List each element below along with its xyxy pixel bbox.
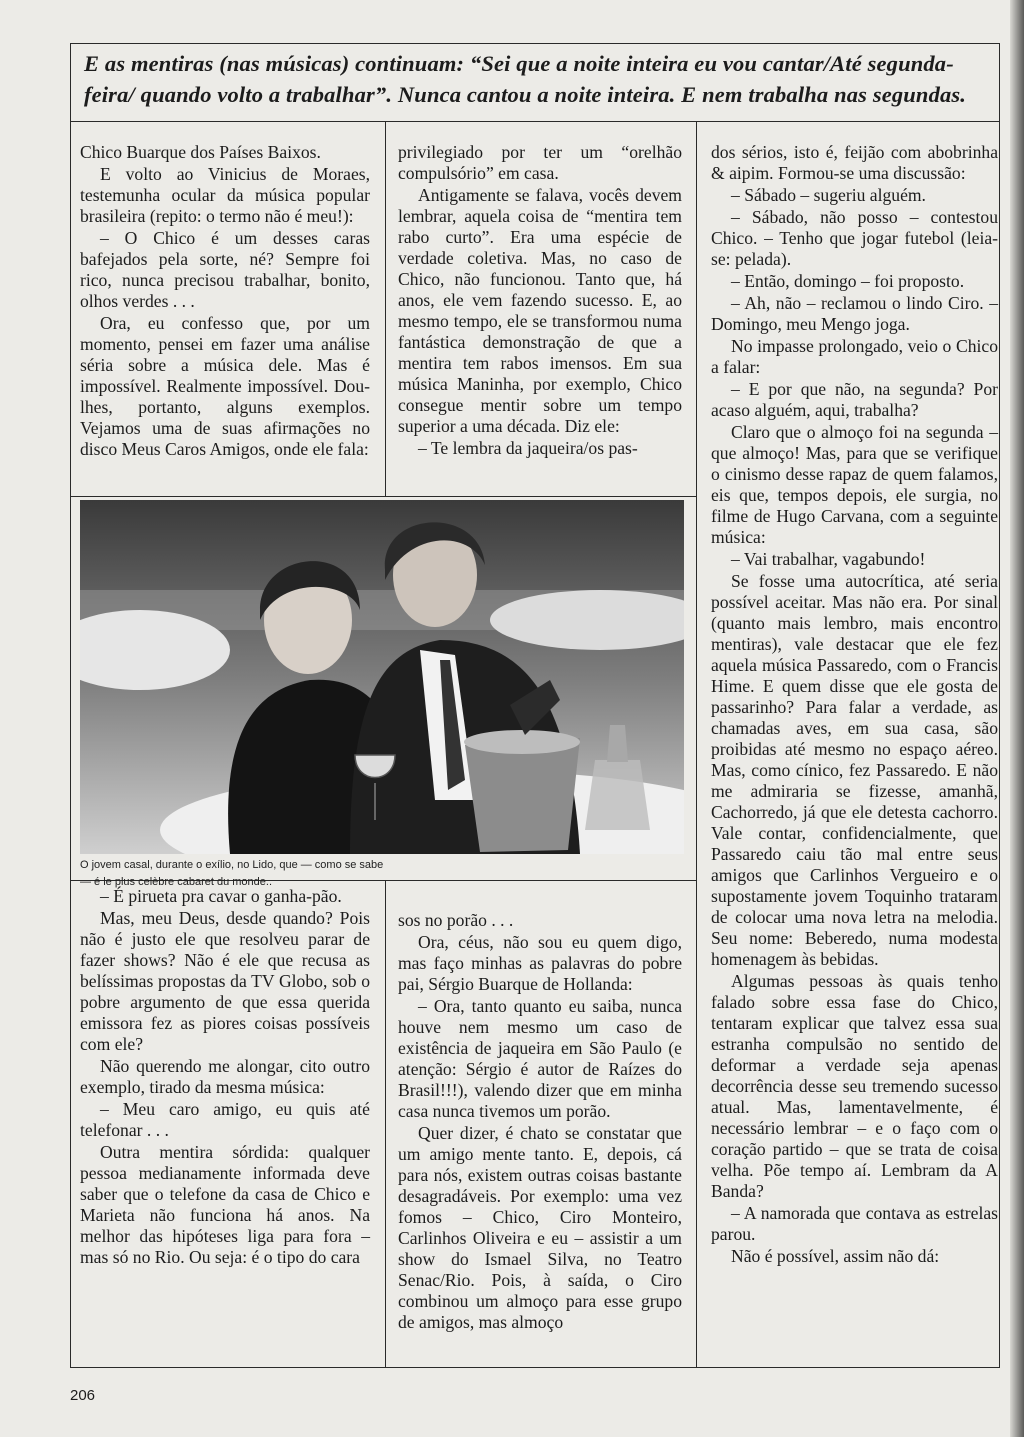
paragraph: – Então, domingo – foi proposto. [731,271,965,291]
paragraph: privilegiado por ter um “orelhão compulsório” em casa. [398,142,682,183]
paragraph: Ora, céus, não sou eu quem digo, mas faço minhas as palavras do pobre pai, Sérgio Buarque de Hollanda: [398,932,682,994]
paragraph: Claro que o almoço foi na segunda – que almoço! Mas, para que se verifique o cinismo desse rapaz de quem falamos, eis que, tempos depois, ele surgia, no filme de Hugo Carvana, com a seguinte música: [711,422,998,547]
photo-rule-top [70,496,696,497]
paragraph: Não querendo me alongar, cito outro exemplo, tirado da mesma música: [80,1056,370,1097]
paragraph: sos no porão . . . [398,910,514,930]
paragraph: – A namorada que contava as estrelas parou. [711,1203,998,1244]
paragraph: – E por que não, na segunda? Por acaso alguém, aqui, trabalha? [711,379,998,420]
column-1-bottom [80,886,370,1268]
column-2-bottom [398,910,682,1333]
column-rule-top-left [385,122,386,496]
paragraph: – É pirueta pra cavar o ganha-pão. [100,886,342,906]
paragraph: – Meu caro amigo, eu quis até telefonar . . . [80,1099,370,1140]
paragraph: – Ah, não – reclamou o lindo Ciro. – Domingo, meu Mengo joga. [711,293,998,334]
caption-line: O jovem casal, durante o exílio, no Lido, que — como se sabe [80,859,384,871]
headline: E as mentiras (nas músicas) continuam: “Sei que a noite inteira eu vou cantar/Até segunda-feira/ quando volto a trabalhar”. Nunca cantou a noite inteira. E nem trabalha nas segundas. [70,43,1000,122]
paragraph: Algumas pessoas às quais tenho falado sobre essa fase do Chico, tentaram explicar que talvez essa sua estranha compulsão no sentido de deformar a verdade seja apenas decorrência desse seu tremendo sucesso atual. Mas, lamentavelmente, é necessário lembrar – e o faço com o coração partido – que se trata de coisa velha. Põe tempo aí. Lembram da A Banda? [711,971,998,1201]
paragraph: Não é possível, assim não dá: [731,1246,940,1266]
paragraph: E volto ao Vinicius de Moraes, testemunha ocular da música popular brasileira (repito: o termo não é meu!): [80,164,370,226]
couple-photo [80,500,684,854]
paragraph: Chico Buarque dos Países Baixos. [80,142,321,162]
page-edge-shadow [1010,0,1024,1437]
caption-line: — é le plus celèbre cabaret du monde.. [80,876,273,888]
column-2-top [398,142,682,459]
paragraph: – Sábado, não posso – contestou Chico. – Tenho que jogar futebol (leia-se: pelada). [711,207,998,269]
column-3 [711,142,998,1267]
paragraph: – Ora, tanto quanto eu saiba, nunca houve nem mesmo um caso de existência de jaqueira em São Paulo (e atenção: Sérgio é autor de Raízes do Brasil!!!), valendo dizer que em minha casa nunca tivemos um porão. [398,996,682,1121]
paragraph: No impasse prolongado, veio o Chico a falar: [711,336,998,377]
paragraph: Se fosse uma autocrítica, até seria possível aceitar. Mas não era. Por sinal (quanto mais lembro, mais encontro mentiras), vale destacar que ele fez aquela música Passaredo, com o Francis Hime. E quem disse que ele gosta de passarinho? Para falar a verdade, as chamadas aves, em sua casa, são proibidas até mesmo no espaço aéreo. Mas, como cínico, fez Passaredo. E não me admiraria se fizesse, amanhã, Cachorredo, já que ele detesta cachorro. Vale contar, confidencialmente, que Passaredo caiu tão mal entre seus amigos que Carlinhos Vergueiro e o supostamente jovem Toquinho trataram de colocar uma nova letra na melodia. Seu nome: Beberedo, numa modesta homenagem às bebidas. [711,571,998,969]
column-rule-bottom-left [385,880,386,1368]
paragraph: dos sérios, isto é, feijão com abobrinha & aipim. Formou-se uma discussão: [711,142,998,183]
paragraph: Antigamente se falava, vocês devem lembrar, aquela coisa de “mentira tem rabo curto”. Era uma espécie de verdade coletiva. Mas, no caso de Chico, não funcionou. Tanto que, há anos, ele vem fazendo sucesso. E, ao mesmo tempo, ele se transformou numa fantástica demonstração de que a mentira tem rabos imensos. Em sua música Maninha, por exemplo, Chico consegue mentir sobre um tempo superior a uma década. Diz ele: [398,185,682,436]
paragraph: Outra mentira sórdida: qualquer pessoa medianamente informada deve saber que o telefone da casa de Chico e Marieta não funciona há anos. Na melhor das hipóteses liga para fora – mas só no Rio. Ou seja: é o tipo do cara [80,1142,370,1267]
paragraph: – O Chico é um desses caras bafejados pela sorte, né? Sempre foi rico, nunca precisou trabalhar, bonito, olhos verdes . . . [80,228,370,311]
paragraph: Ora, eu confesso que, por um momento, pensei em fazer uma análise séria sobre a música dele. Mas é impossível. Realmente impossível. Dou-lhes, portanto, alguns exemplos. Vejamos uma de suas afirmações no disco Meus Caros Amigos, onde ele fala: [80,313,370,459]
paragraph: – Te lembra da jaqueira/os pas- [418,438,638,458]
paragraph: – Sábado – sugeriu alguém. [731,185,926,205]
column-rule-right [696,122,697,1368]
paragraph: Quer dizer, é chato se constatar que um amigo mente tanto. E, depois, cá para nós, existem outras coisas bastante desagradáveis. Por exemplo: uma vez fomos – Chico, Ciro Monteiro, Carlinhos Oliveira e eu – assistir a um show do Ismael Silva, no Teatro Senac/Rio. Pois, à saída, o Ciro combinou um almoço para esse grupo de amigos, mas almoço [398,1123,682,1332]
page-number: 206 [70,1387,96,1404]
column-1-top [80,142,370,460]
paragraph: – Vai trabalhar, vagabundo! [731,549,926,569]
paragraph: Mas, meu Deus, desde quando? Pois não é justo ele que resolveu parar de fazer shows? Não é ele que recusa as belíssimas propostas da TV Globo, sob o pobre argumento de que essa querida emissora fez as piores coisas possíveis com ele? [80,908,370,1054]
